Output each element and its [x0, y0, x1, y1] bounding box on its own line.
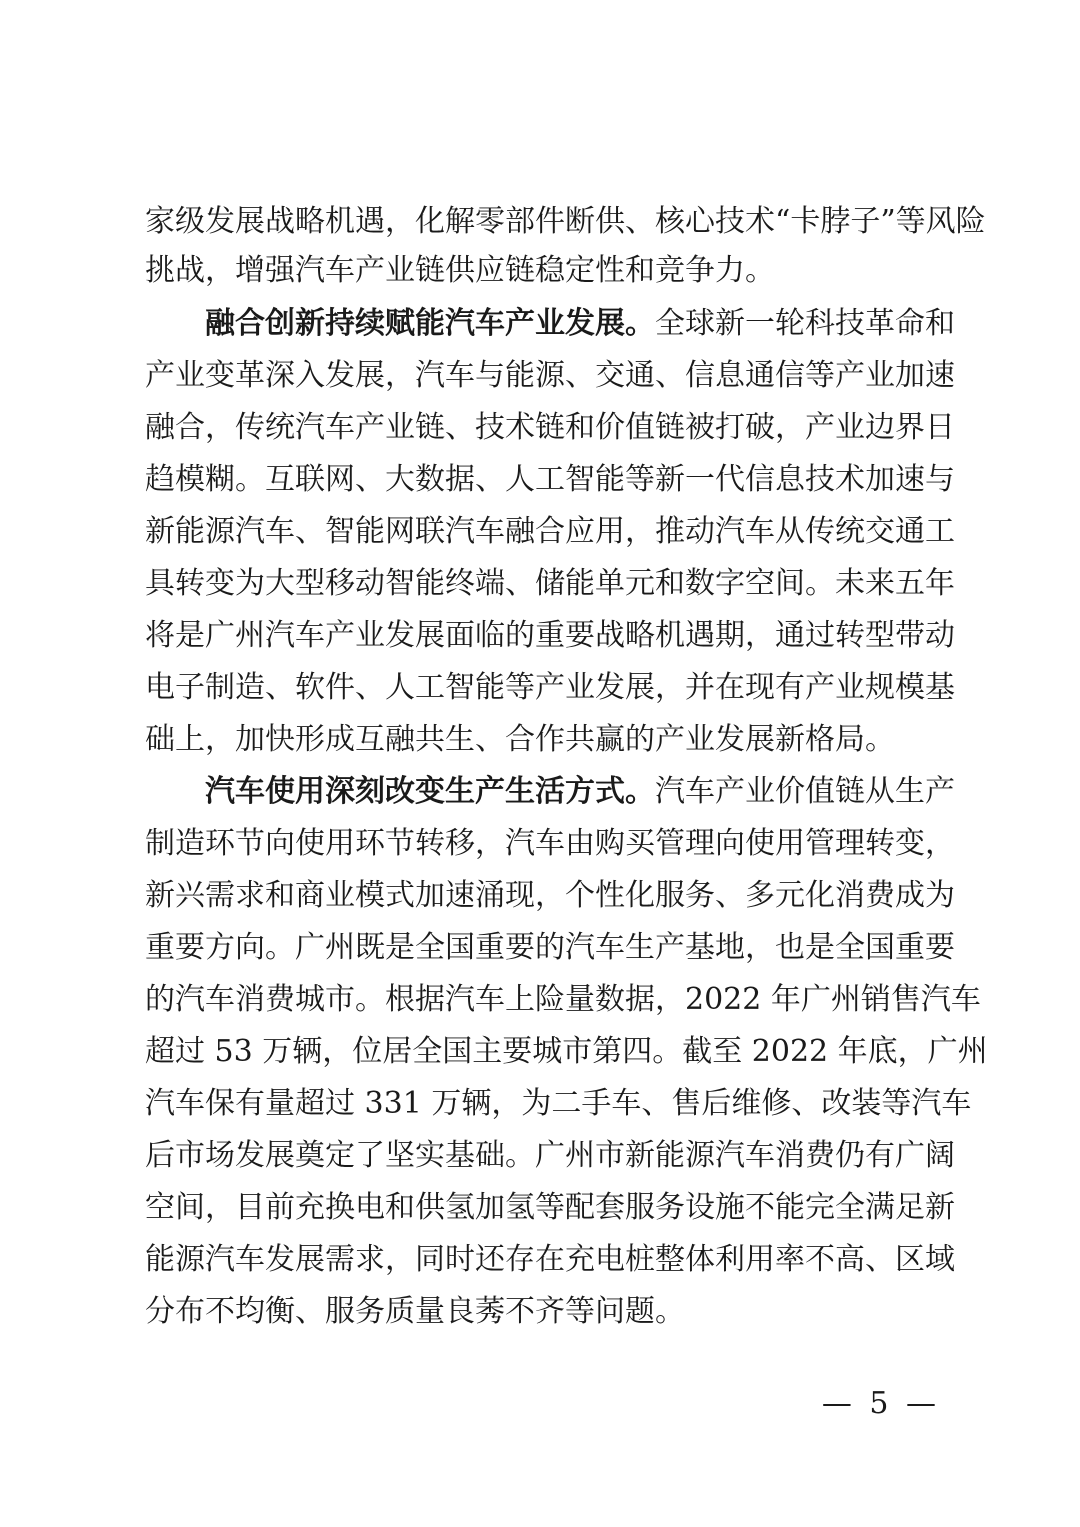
paragraph-3-line-2: 制造环节向使用环节转移，汽车由购买管理向使用管理转变， — [145, 826, 955, 861]
paragraph-2-line-1 — [205, 298, 955, 350]
paragraph-1-line-1: 家级发展战略机遇，化解零部件断供、核心技术“卡脖子”等风险 — [145, 204, 986, 239]
paragraph-3-line-4: 重要方向。广州既是全国重要的汽车生产基地，也是全国重要 — [145, 930, 955, 965]
paragraph-2-heading: 融合创新持续赋能汽车产业发展。 — [205, 306, 655, 341]
page-number: — 5 — — [821, 1386, 940, 1421]
paragraph-3-line-3: 新兴需求和商业模式加速涌现，个性化服务、多元化消费成为 — [145, 878, 955, 913]
paragraph-3-line-6: 超过 53 万辆，位居全国主要城市第四。截至 2022 年底，广州 — [145, 1034, 988, 1069]
paragraph-2-line-4: 趋模糊。互联网、大数据、人工智能等新一代信息技术加速与 — [145, 462, 955, 497]
paragraph-2-line-3: 融合，传统汽车产业链、技术链和价值链被打破，产业边界日 — [145, 410, 955, 445]
paragraph-3-first-line-text: 汽车产业价值链从生产 — [655, 774, 955, 809]
paragraph-3-line-8: 后市场发展奠定了坚实基础。广州市新能源汽车消费仍有广阔 — [145, 1138, 955, 1173]
paragraph-2-line-2: 产业变革深入发展，汽车与能源、交通、信息通信等产业加速 — [145, 358, 955, 393]
paragraph-3-line-10: 能源汽车发展需求，同时还存在充电桩整体利用率不高、区域 — [145, 1242, 955, 1277]
paragraph-2-line-9: 础上，加快形成互融共生、合作共赢的产业发展新格局。 — [145, 722, 895, 757]
paragraph-2-line-6: 具转变为大型移动智能终端、储能单元和数字空间。未来五年 — [145, 566, 955, 601]
paragraph-2-first-line-text: 全球新一轮科技革命和 — [655, 306, 955, 341]
paragraph-3-line-11: 分布不均衡、服务质量良莠不齐等问题。 — [145, 1294, 685, 1329]
paragraph-3-heading: 汽车使用深刻改变生产生活方式。 — [205, 774, 655, 809]
paragraph-3-line-7: 汽车保有量超过 331 万辆，为二手车、售后维修、改装等汽车 — [145, 1086, 972, 1121]
paragraph-2-line-5: 新能源汽车、智能网联汽车融合应用，推动汽车从传统交通工 — [145, 514, 955, 549]
paragraph-3-line-9: 空间，目前充换电和供氢加氢等配套服务设施不能完全满足新 — [145, 1190, 955, 1225]
paragraph-3-line-1 — [205, 766, 955, 818]
paragraph-3-line-5: 的汽车消费城市。根据汽车上险量数据，2022 年广州销售汽车 — [145, 982, 981, 1017]
paragraph-2-line-7: 将是广州汽车产业发展面临的重要战略机遇期，通过转型带动 — [145, 618, 955, 653]
paragraph-1-line-2: 挑战，增强汽车产业链供应链稳定性和竞争力。 — [145, 253, 775, 288]
paragraph-2-line-8: 电子制造、软件、人工智能等产业发展，并在现有产业规模基 — [145, 670, 955, 705]
